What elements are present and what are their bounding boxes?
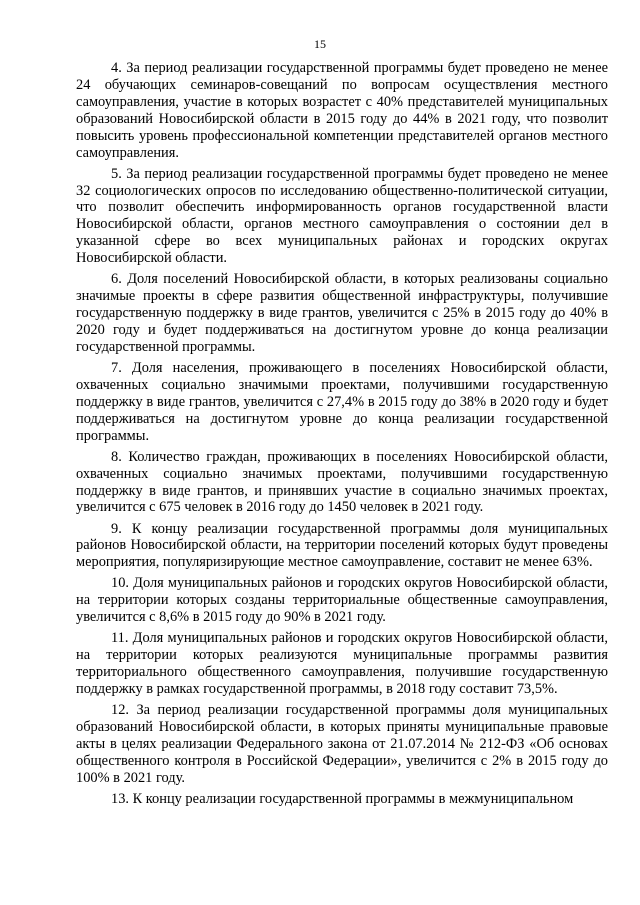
page-number: 15 (314, 37, 326, 51)
paragraph-9: 9. К концу реализации государственной программы доля муниципальных районов Новосибирской области, на территории поселений которых будут проведены мероприятия, популяризирующие местное самоуправление, составит не менее 63%. (76, 520, 608, 571)
document-body (76, 60, 608, 812)
paragraph-6: 6. Доля поселений Новосибирской области, в которых реализованы социально значимые проекты в сфере развития общественной инфраструктуры, получившие государственную поддержку в виде грантов, увеличится с 25% в 2015 году до 40% в 2020 году и будет поддерживаться на достигнутом уровне до конца реализации государственной программы. (76, 271, 608, 355)
paragraph-13: 13. К концу реализации государственной программы в межмуниципальном (111, 790, 574, 807)
paragraph-4: 4. За период реализации государственной программы будет проведено не менее 24 обучающих семинаров-совещаний по вопросам осуществления местного самоуправления, участие в которых возрастет с 40% представителей муниципальных образований Новосибирской области в 2015 году до 44% в 2021 году, что позволит повысить уровень профессиональной компетенции представителей органов местного самоуправления. (76, 60, 608, 161)
paragraph-12: 12. За период реализации государственной программы доля муниципальных образований Новосибирской области, в которых приняты муниципальные правовые акты в целях реализации Федерального закона от 21.07.2014 № 212-ФЗ «Об основах общественного контроля в Российской Федерации», увеличится с 2% в 2015 году до 100% в 2021 году. (76, 702, 608, 786)
paragraph-5: 5. За период реализации государственной программы будет проведено не менее 32 социологических опросов по исследованию общественно-политической ситуации, что позволит обеспечить информированность органов государственной власти Новосибирской области, органов местного самоуправления о состоянии дел в указанной сфере во всех муниципальных районах и городских округах Новосибирской области. (76, 165, 608, 267)
paragraph-10: 10. Доля муниципальных районов и городских округов Новосибирской области, на территории которых созданы территориальные общественные самоуправления, увеличится с 8,6% в 2015 году до 90% в 2021 году. (76, 575, 608, 626)
paragraph-7: 7. Доля населения, проживающего в поселениях Новосибирской области, охваченных социально значимыми проектами, получившими государственную поддержку в виде грантов, увеличится с 27,4% в 2015 году до 38% в 2020 году и будет поддерживаться на достигнутом уровне до конца реализации государственной программы. (76, 359, 608, 444)
paragraph-11: 11. Доля муниципальных районов и городских округов Новосибирской области, на территории которых реализуются муниципальные программы развития территориального общественного самоуправления, получившие государственную поддержку в рамках государственной программы, в 2018 году составит 73,5%. (76, 630, 608, 698)
paragraph-8: 8. Количество граждан, проживающих в поселениях Новосибирской области, охваченных социально значимых проектами, получившими государственную поддержку в виде грантов, и принявших участие в социально значимых проектах, увеличится с 675 человек в 2016 году до 1450 человек в 2021 году. (76, 448, 608, 516)
